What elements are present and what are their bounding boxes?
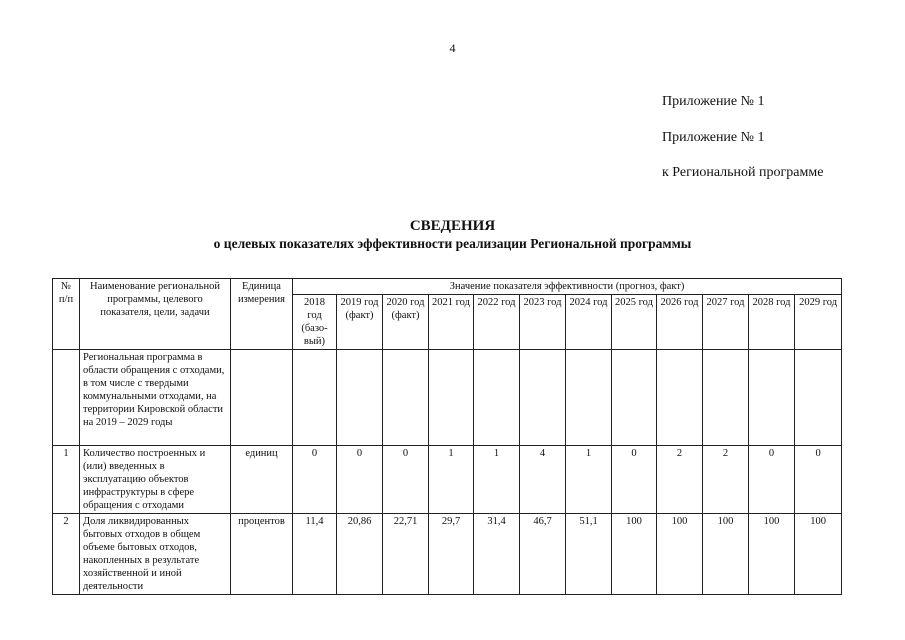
row-value: [520, 350, 566, 446]
row-value: 1: [429, 446, 474, 514]
header-year: 2029 год: [795, 295, 842, 350]
row-value: [657, 350, 703, 446]
row-value: 1: [566, 446, 612, 514]
row-value: [612, 350, 657, 446]
row-unit: единиц: [231, 446, 293, 514]
page-number: 4: [449, 41, 456, 55]
row-value: 100: [612, 514, 657, 595]
header-year: 2021 год: [429, 295, 474, 350]
row-value: [383, 350, 429, 446]
row-value: [749, 350, 795, 446]
header-year: 2023 год: [520, 295, 566, 350]
row-value: 22,71: [383, 514, 429, 595]
row-value: 0: [293, 446, 337, 514]
header-year: 2018 год (базо-вый): [293, 295, 337, 350]
row-unit: [231, 350, 293, 446]
header-year: 2024 год: [566, 295, 612, 350]
row-value: 11,4: [293, 514, 337, 595]
row-value: 100: [703, 514, 749, 595]
row-value: 0: [337, 446, 383, 514]
header-year: 2020 год (факт): [383, 295, 429, 350]
row-value: [293, 350, 337, 446]
row-value: 0: [612, 446, 657, 514]
row-value: 51,1: [566, 514, 612, 595]
row-value: [337, 350, 383, 446]
header-num: № п/п: [53, 279, 80, 350]
row-value: 29,7: [429, 514, 474, 595]
row-value: [795, 350, 842, 446]
appendix-line-2: Приложение № 1: [662, 130, 765, 145]
header-values-group: Значение показателя эффективности (прогноз, факт): [293, 279, 842, 295]
row-value: 4: [520, 446, 566, 514]
row-value: 100: [657, 514, 703, 595]
header-year: 2028 год: [749, 295, 795, 350]
row-value: [566, 350, 612, 446]
row-name: Количество построенных и (или) введенных в эксплуатацию объектов инфраструктуры в сфере обращения с отходами: [80, 446, 231, 514]
row-name: Доля ликвидированных бытовых отходов в общем объеме бытовых отходов, накопленных в результате хозяйственной и иной деятельности: [80, 514, 231, 595]
row-value: 0: [749, 446, 795, 514]
row-value: 46,7: [520, 514, 566, 595]
table-row-program: [53, 350, 842, 446]
header-year: 2026 год: [657, 295, 703, 350]
row-name: Региональная программа в области обращения с отходами, в том числе с твердыми коммунальными отходами, на территории Кировской области на 2019 – 2029 годы: [80, 350, 231, 446]
table-row-indicator-2: [53, 514, 842, 595]
header-year: 2019 год (факт): [337, 295, 383, 350]
header-row-top: [53, 279, 842, 295]
header-year: 2022 год: [474, 295, 520, 350]
row-value: [474, 350, 520, 446]
header-year: 2025 год: [612, 295, 657, 350]
row-value: 100: [749, 514, 795, 595]
header-name: Наименование региональной программы, целевого показателя, цели, задачи: [80, 279, 231, 350]
appendix-line-1: Приложение № 1: [662, 94, 765, 109]
table-row-indicator-1: [53, 446, 842, 514]
row-num: [53, 350, 80, 446]
header-unit: Единица измерения: [231, 279, 293, 350]
row-value: 1: [474, 446, 520, 514]
appendix-line-3: к Региональной программе: [662, 165, 824, 180]
row-value: 31,4: [474, 514, 520, 595]
row-value: [703, 350, 749, 446]
indicators-table: [52, 278, 842, 595]
document-title: СВЕДЕНИЯ: [409, 218, 496, 234]
row-value: 0: [795, 446, 842, 514]
document-subtitle: о целевых показателях эффективности реализации Региональной программы: [213, 236, 692, 251]
header-year: 2027 год: [703, 295, 749, 350]
row-value: 20,86: [337, 514, 383, 595]
row-num: 1: [53, 446, 80, 514]
row-value: 0: [383, 446, 429, 514]
row-value: 2: [657, 446, 703, 514]
row-value: [429, 350, 474, 446]
row-num: 2: [53, 514, 80, 595]
row-unit: процентов: [231, 514, 293, 595]
row-value: 2: [703, 446, 749, 514]
row-value: 100: [795, 514, 842, 595]
